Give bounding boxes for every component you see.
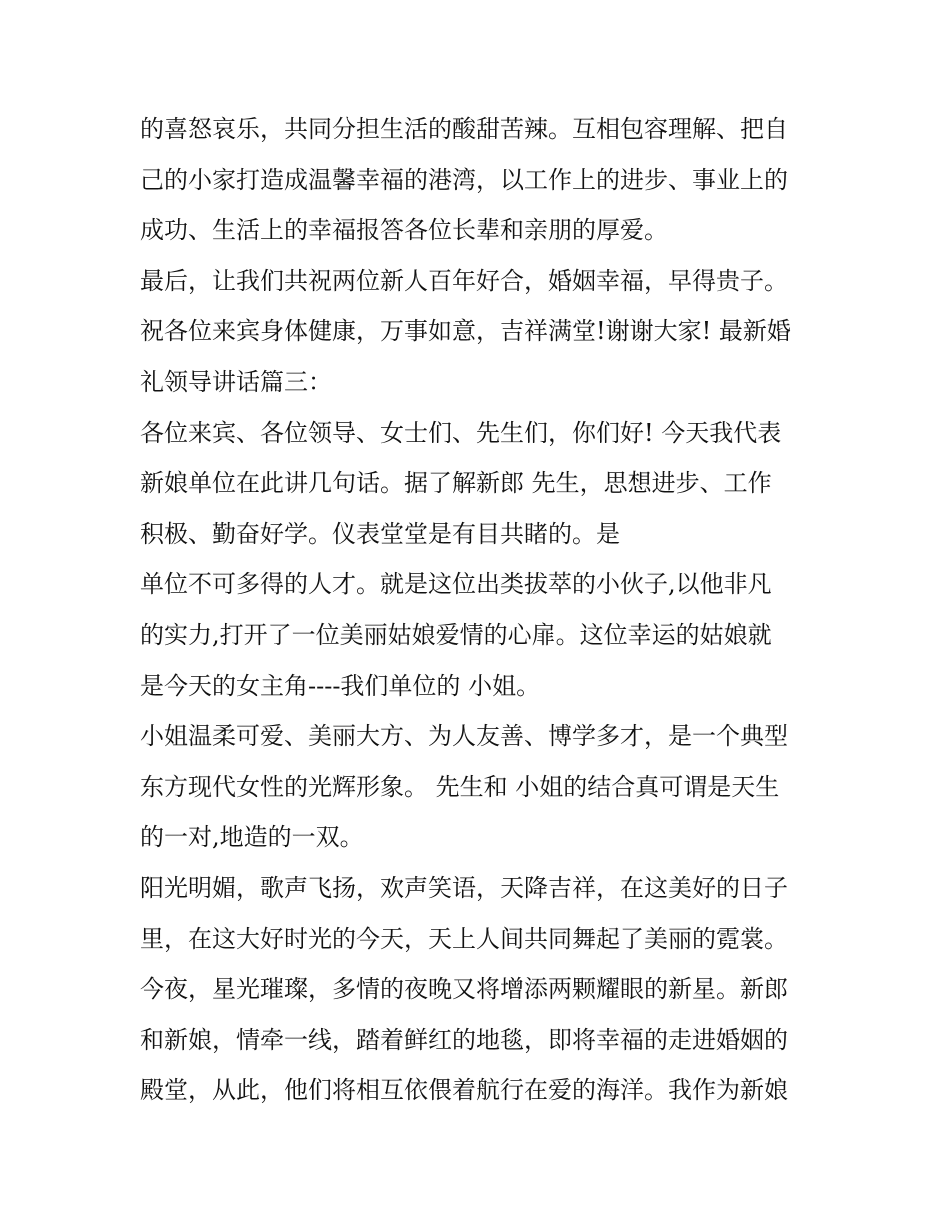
text-line: 祝各位来宾身体健康，万事如意，吉祥满堂!谢谢大家! 最新婚 (140, 317, 791, 346)
text-line: 阳光明媚，歌声飞扬，欢声笑语，天降吉祥，在这美好的日子 (140, 873, 788, 902)
document-body (140, 104, 820, 1116)
text-line: 东方现代女性的光辉形象。 先生和 小姐的结合真可谓是天生 (140, 772, 780, 801)
text-line: 是今天的女主角----我们单位的 小姐。 (140, 671, 541, 700)
text-line: 成功、生活上的幸福报答各位长辈和亲朋的厚爱。 (140, 216, 668, 245)
text-line: 今夜，星光璀璨，多情的夜晚又将增添两颗耀眼的新星。新郎 (140, 975, 788, 1004)
text-line: 积极、勤奋好学。仪表堂堂是有目共睹的。是 (140, 519, 620, 548)
text-line: 的一对,地造的一双。 (140, 823, 364, 852)
text-line: 新娘单位在此讲几句话。据了解新郎 先生，思想进步、工作 (140, 469, 772, 498)
text-line: 最后，让我们共祝两位新人百年好合，婚姻幸福，早得贵子。 (140, 266, 788, 295)
section-heading-line: 礼领导讲话篇三： (140, 367, 332, 396)
text-line: 己的小家打造成温馨幸福的港湾，以工作上的进步、事业上的 (140, 165, 788, 194)
text-line: 各位来宾、各位领导、女士们、先生们，你们好! 今天我代表 (140, 418, 782, 447)
text-line: 的喜怒哀乐，共同分担生活的酸甜苦辣。互相包容理解、把自 (140, 115, 788, 143)
text-line: 单位不可多得的人才。就是这位出类拔萃的小伙子,以他非凡 (140, 570, 772, 599)
text-line: 里，在这大好时光的今天，天上人间共同舞起了美丽的霓裳。 (140, 924, 788, 953)
text-line: 殿堂，从此，他们将相互依偎着航行在爱的海洋。我作为新娘 (140, 1076, 788, 1105)
text-line: 的实力,打开了一位美丽姑娘爱情的心扉。这位幸运的姑娘就 (140, 620, 772, 649)
text-line: 和新娘，情牵一线，踏着鲜红的地毯，即将幸福的走进婚姻的 (140, 1025, 788, 1054)
text-line: 小姐温柔可爱、美丽大方、为人友善、博学多才，是一个典型 (140, 722, 788, 751)
